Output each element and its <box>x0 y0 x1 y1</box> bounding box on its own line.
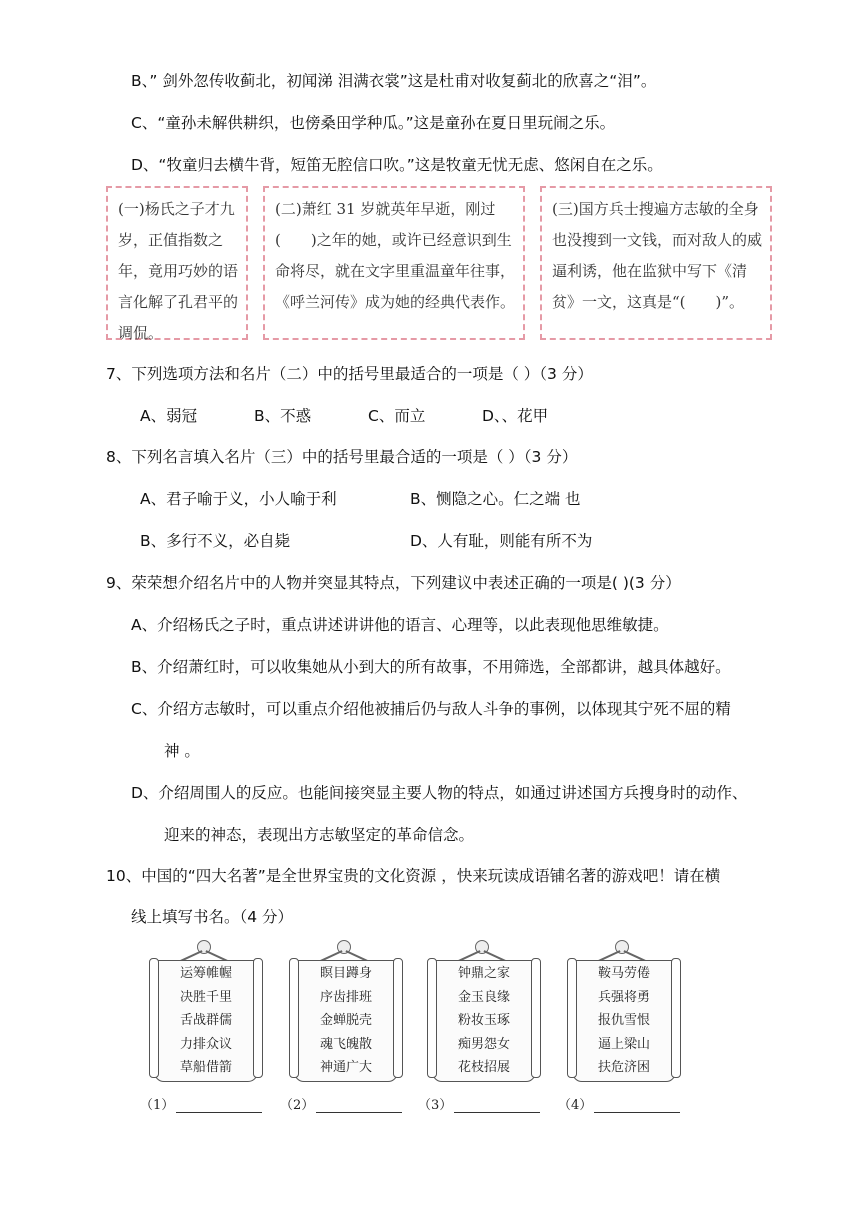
question-10-stem-cont: 线上填写书名。（4 分） <box>131 908 294 926</box>
idiom: 草船借箭 <box>179 1060 232 1075</box>
q7-option-d: D、、花甲 <box>482 407 549 425</box>
q8-option-b: B、恻隐之心。仁之端 也 <box>410 490 581 508</box>
q9-option-c-cont: 神 。 <box>164 742 200 760</box>
option-c-text: C、“童孙未解供耕织，也傍桑田学种瓜。”这是童孙在夏日里玩闹之乐。 <box>131 114 616 132</box>
name-card-2 <box>263 186 525 340</box>
q8-option-c: B、多行不义，必自毙 <box>140 532 291 550</box>
idiom: 痴男怨女 <box>457 1036 510 1052</box>
answer-blank-4[interactable] <box>558 1094 680 1113</box>
q9-option-d-cont: 迎来的神态，表现出方志敏坚定的革命信念。 <box>164 826 475 844</box>
answer-blank-label: （4） <box>558 1098 593 1113</box>
idiom: 鞍马劳倦 <box>597 966 650 981</box>
idiom-scroll-4 <box>568 940 678 1090</box>
idiom: 金蝉脱壳 <box>319 1013 372 1028</box>
q7-option-a: A、弱冠 <box>140 407 198 425</box>
idiom: 决胜千里 <box>179 989 232 1005</box>
answer-blank-3[interactable] <box>418 1094 540 1113</box>
idiom: 序齿排班 <box>319 989 372 1005</box>
idiom-scroll-3 <box>428 940 538 1090</box>
idiom: 魂飞魄散 <box>319 1036 372 1052</box>
idiom-scroll-2 <box>290 940 400 1090</box>
idiom: 神通广大 <box>319 1060 372 1075</box>
question-8-stem: 8、下列名言填入名片（三）中的括号里最合适的一项是（ ）（3 分） <box>106 448 578 466</box>
idiom: 兵强将勇 <box>597 989 650 1005</box>
q7-option-b: B、不惑 <box>254 407 312 425</box>
idiom: 运筹帷幄 <box>179 966 232 981</box>
name-card-2-text: (二)萧红 31 岁就英年早逝，刚过( )之年的她，或许已经意识到生命将尽，就在文字里重温童年往事，《呼兰河传》成为她的经典代表作。 <box>275 200 516 311</box>
q8-option-a: A、君子喻于义，小人喻于利 <box>140 490 337 508</box>
q7-option-c: C、而立 <box>368 407 426 425</box>
answer-blank-label: （2） <box>280 1098 315 1113</box>
answer-blank-1[interactable] <box>140 1094 262 1113</box>
idiom: 金玉良缘 <box>457 989 510 1005</box>
answer-blank-label: （3） <box>418 1098 453 1113</box>
idiom: 钟鼎之家 <box>457 966 510 981</box>
q9-option-d: D、介绍周围人的反应。也能间接突显主要人物的特点，如通过讲述国方兵搜身时的动作、 <box>131 784 748 802</box>
answer-blank-label: （1） <box>140 1098 175 1113</box>
idiom: 瞑目蹲身 <box>319 966 372 981</box>
name-card-3-text: (三)国方兵士搜遍方志敏的全身也没搜到一文钱，而对敌人的威逼利诱，他在监狱中写下《清贫》一文，这真是“( )”。 <box>552 200 763 311</box>
q9-option-c: C、介绍方志敏时，可以重点介绍他被捕后仍与敌人斗争的事例，以体现其宁死不屈的精 <box>131 700 731 718</box>
name-card-1-text: (一)杨氏之子才九岁，正值指数之年，竟用巧妙的语言化解了孔君平的调侃。 <box>118 200 239 342</box>
option-d-text: D、“牧童归去横牛背，短笛无腔信口吹。”这是牧童无忧无虑、悠闲自在之乐。 <box>131 156 663 174</box>
option-b-text: B、” 剑外忽传收蓟北，初闻涕 泪满衣裳”这是杜甫对收复蓟北的欣喜之“泪”。 <box>131 72 657 90</box>
question-7-stem: 7、下列选项方法和名片（二）中的括号里最适合的一项是（ ）（3 分） <box>106 365 593 383</box>
name-card-1 <box>106 186 248 340</box>
idiom: 舌战群儒 <box>179 1013 232 1028</box>
idiom: 粉妆玉琢 <box>457 1013 510 1028</box>
idiom: 花枝招展 <box>457 1060 510 1075</box>
q9-option-a: A、介绍杨氏之子时，重点讲述讲讲他的语言、心理等，以此表现他思维敏捷。 <box>131 616 669 634</box>
name-card-3 <box>540 186 772 340</box>
q8-option-d: D、人有耻，则能有所不为 <box>410 532 593 550</box>
answer-blank-2[interactable] <box>280 1094 402 1113</box>
question-10-stem: 10、中国的“四大名著”是全世界宝贵的文化资源 ，快来玩读成语铺名著的游戏吧！请在横 <box>106 867 721 885</box>
idiom-scroll-1 <box>150 940 260 1090</box>
question-9-stem: 9、荣荣想介绍名片中的人物并突显其特点，下列建议中表述正确的一项是( )(3 分） <box>106 574 681 592</box>
idiom: 扶危济困 <box>597 1060 650 1075</box>
idiom: 报仇雪恨 <box>597 1013 650 1028</box>
q9-option-b: B、介绍萧红时，可以收集她从小到大的所有故事，不用筛选，全部都讲，越具体越好。 <box>131 658 731 676</box>
idiom: 逼上梁山 <box>597 1036 650 1052</box>
idiom: 力排众议 <box>179 1036 232 1052</box>
